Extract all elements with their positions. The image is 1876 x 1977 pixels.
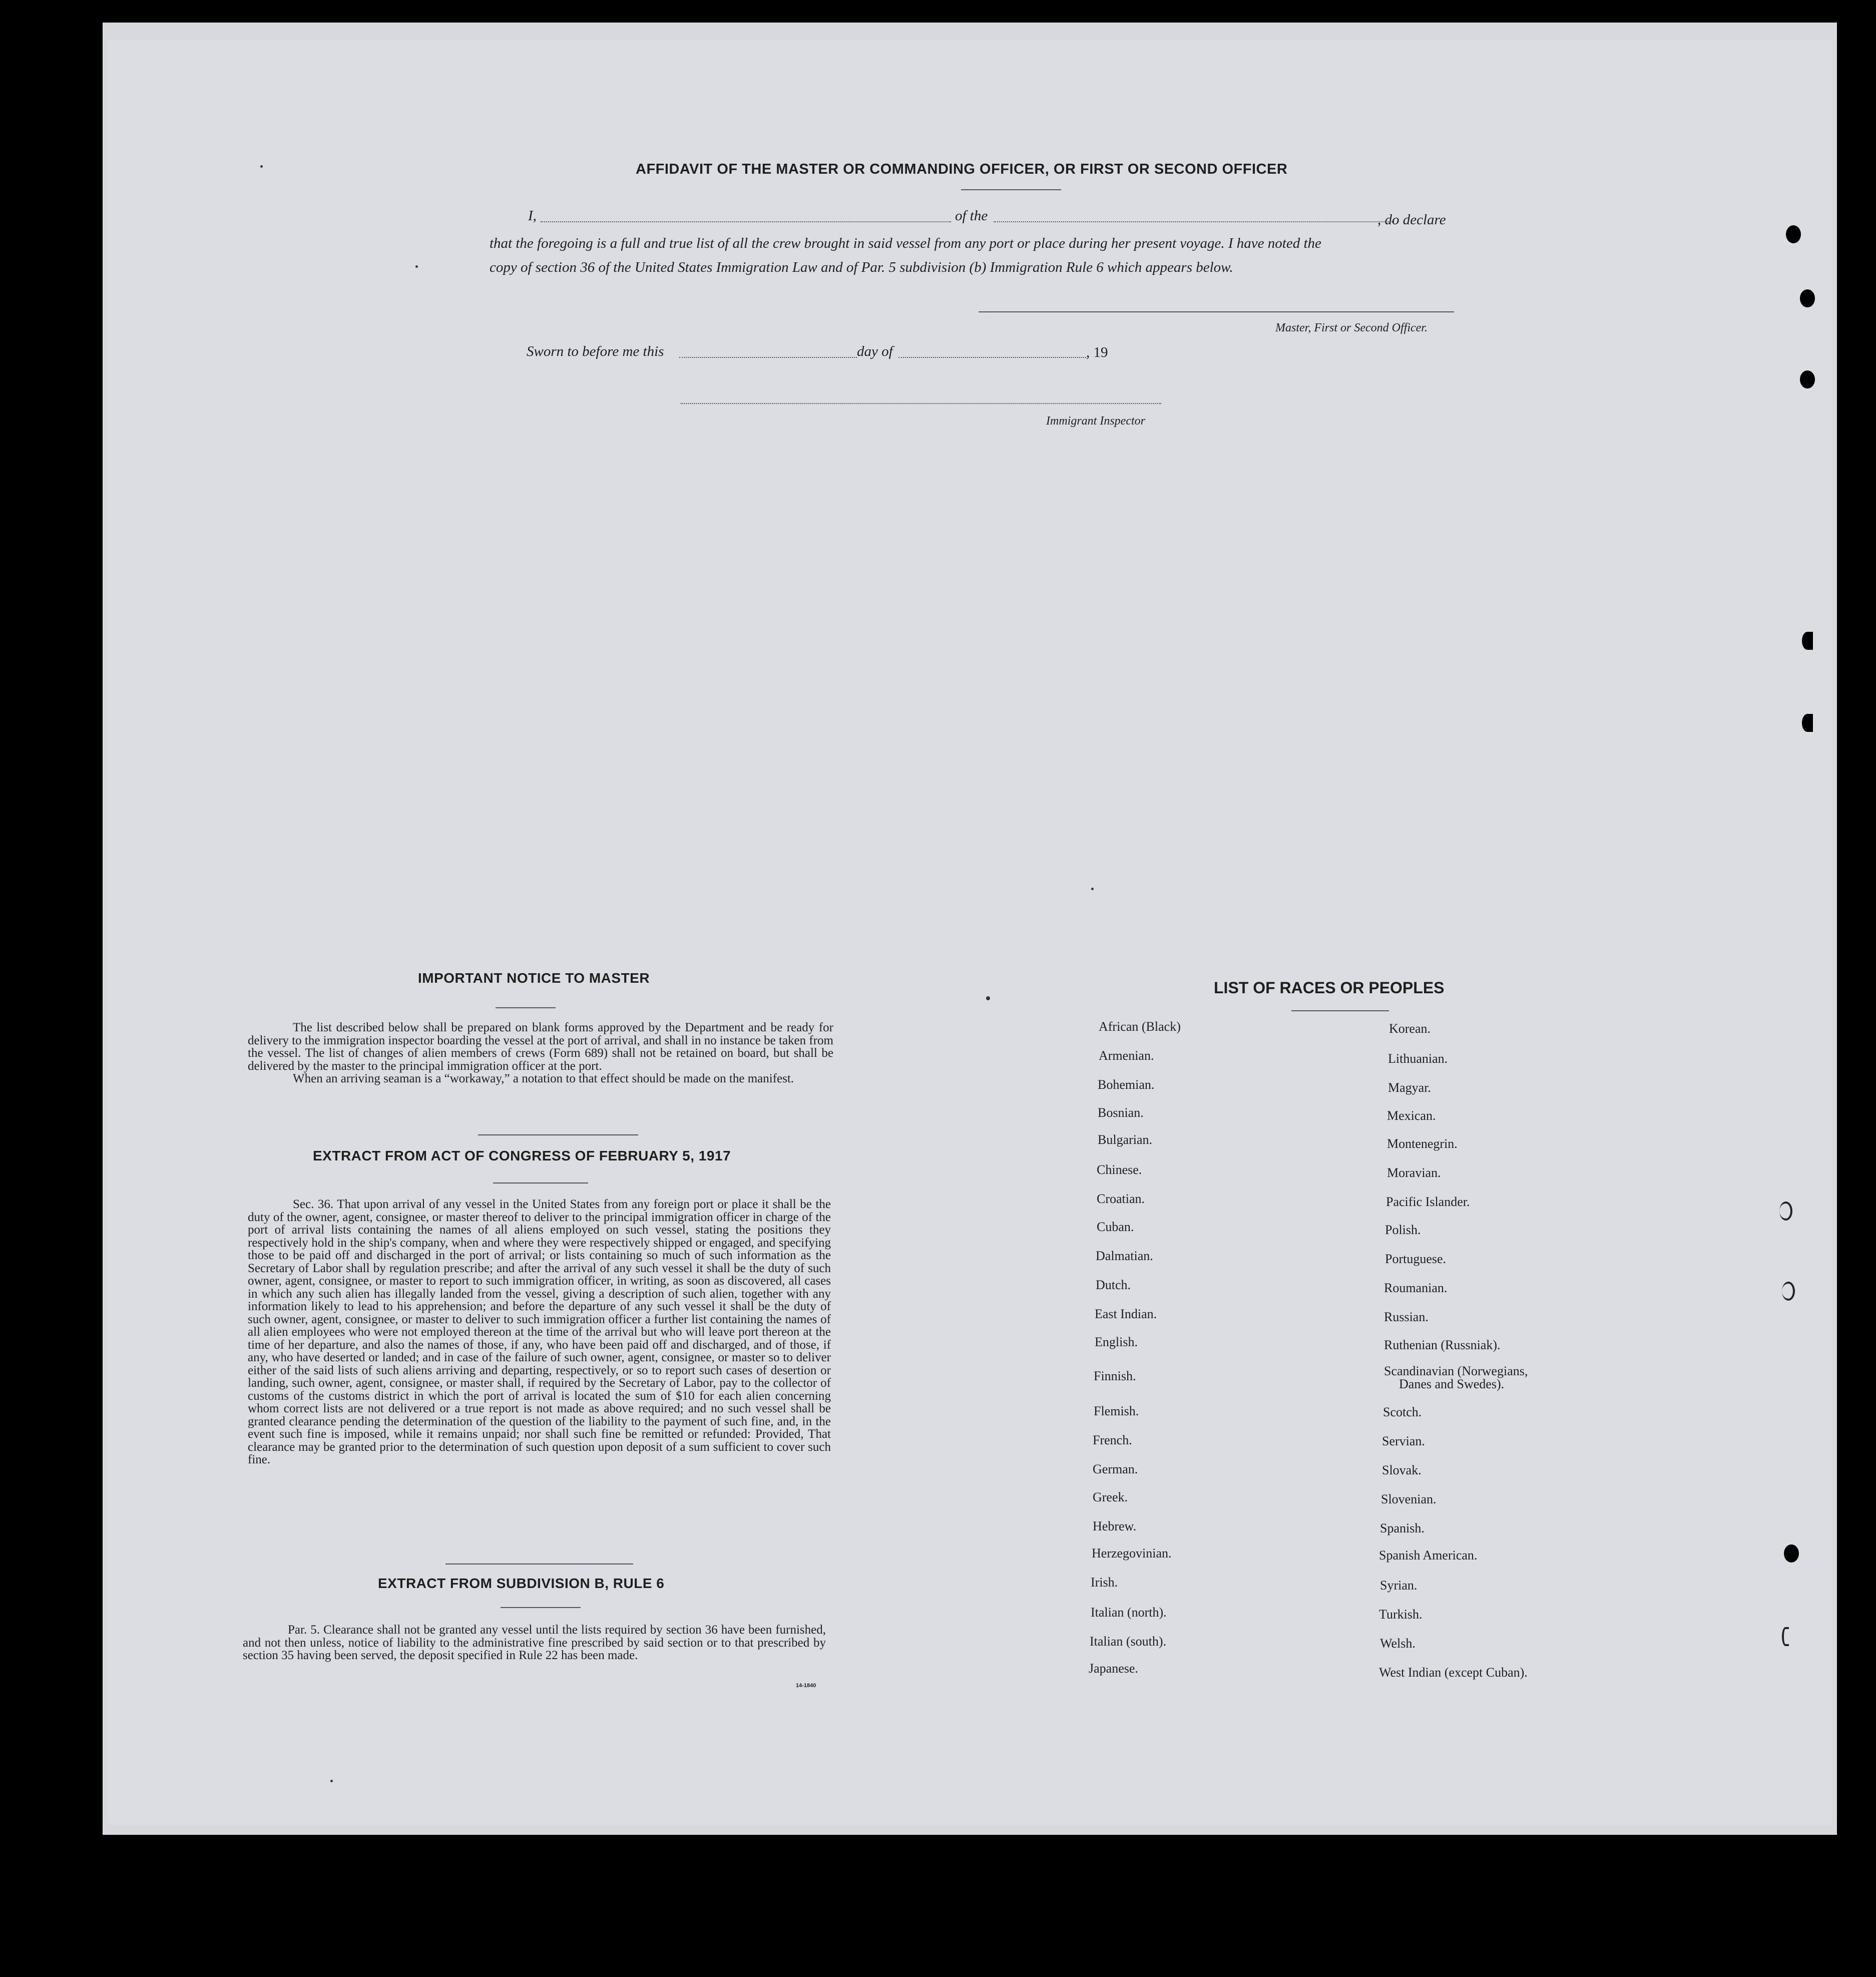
- race-item: Irish.: [1091, 1575, 1118, 1590]
- master-signature-label: Master, First or Second Officer.: [1275, 321, 1428, 334]
- race-item: Armenian.: [1099, 1048, 1154, 1063]
- race-item: Mexican.: [1387, 1108, 1436, 1123]
- race-item: East Indian.: [1095, 1307, 1157, 1321]
- race-item: Magyar.: [1388, 1080, 1431, 1095]
- race-item: Scotch.: [1383, 1405, 1422, 1419]
- race-item: Spanish American.: [1379, 1548, 1478, 1562]
- race-item: Montenegrin.: [1387, 1136, 1458, 1151]
- race-item: Herzegovinian.: [1092, 1546, 1172, 1560]
- scan-speck: [260, 165, 263, 168]
- act-divider: [445, 1563, 633, 1564]
- race-item: Italian (north).: [1091, 1605, 1167, 1620]
- document-page: [108, 40, 1832, 1825]
- scan-speck: [1091, 888, 1094, 890]
- binder-hole: [1784, 1544, 1799, 1562]
- race-item: West Indian (except Cuban).: [1379, 1665, 1528, 1680]
- notice-paragraph-2: When an arriving seaman is a “workaway,” a notation to that effect should be made on the manifest.: [293, 1072, 794, 1085]
- binder-hole: [1786, 225, 1801, 243]
- race-item: Welsh.: [1380, 1636, 1416, 1651]
- race-item: Bohemian.: [1098, 1077, 1155, 1092]
- vessel-name-line[interactable]: [994, 221, 1394, 222]
- race-item: Pacific Islander.: [1386, 1195, 1470, 1209]
- scan-speck: [330, 1780, 333, 1782]
- binder-hole: [1800, 370, 1815, 388]
- year-label: , 19: [1086, 344, 1108, 360]
- race-item: Roumanian.: [1384, 1281, 1448, 1295]
- notice-paragraph-1: The list described below shall be prepared on blank forms approved by the Department and be ready for delivery to the immigration inspector boarding the vessel at the port of arrival, and shall in no instance be taken from the vessel. The list of changes of alien members of crews (Form 689) shall not be retained on board, but shall be delivered by the master to the principal immigration officer at the port.: [248, 1021, 833, 1073]
- section-36-text: Sec. 36. That upon arrival of any vessel in the United States from any foreign port or place it shall be the duty of the owner, agent, consignee, or master thereof to deliver to the principal immigration officer in charge of the port of arrival lists containing the names of all aliens employed on such vessel, stating the positions they respectively hold in the ship's company, when and where they were respectively shipped or engaged, and specifying those to be paid off and discharged in the port of arrival; or lists containing so much of such information as the Secretary of Labor shall by regulation prescribe; and after the arrival of any such vessel it shall be the duty of such owner, agent, consignee, or master to report to such immigration officer, in writing, as soon as discovered, all cases in which any such alien has illegally landed from the vessel, giving a description of such alien, together with any information likely to lead to his apprehension; and before the departure of any such vessel it shall be the duty of such owner, agent, consignee, or master to deliver to such immigration officer a further list containing the names of all alien employees who were not employed thereon at the time of the arrival but who will leave port thereon at the time of her departure, and also the names of those, if any, who have been paid off and discharged, and of those, if any, who have deserted or landed; and in case of the failure of such owner, agent, consignee, or master so to deliver either of the said lists of such aliens arriving and departing, respectively, or so to report such cases of desertion or landing, such owner, agent, consignee, or master shall, if required by the Secretary of Labor, pay to the collector of customs of the customs district in which the port of arrival is located the sum of $10 for each alien concerning whom correct lists are not delivered or a true report is not made as above required; and no such vessel shall be granted clearance pending the determination of the question of the liability to the payment of such fine, and, in the event such fine is imposed, while it remains unpaid; nor shall such fine be remitted or refunded: Provided, That clearance may be granted prior to the determination of such question upon deposit of a sum sufficient to cover such fine.: [248, 1198, 831, 1466]
- affidavit-title-rule: [961, 189, 1061, 190]
- binder-hole: [1782, 1282, 1795, 1301]
- rule-extract-title: EXTRACT FROM SUBDIVISION B, RULE 6: [378, 1575, 665, 1591]
- affidavit-do-declare: , do declare: [1377, 212, 1446, 228]
- race-item: Finnish.: [1094, 1369, 1136, 1383]
- binder-hole: [1782, 1627, 1789, 1646]
- race-item: Cuban.: [1097, 1220, 1134, 1234]
- scan-speck: [986, 996, 990, 1000]
- affidavit-of-the-label: of the: [955, 208, 988, 224]
- race-item: Greek.: [1093, 1490, 1128, 1504]
- sworn-day-line[interactable]: [679, 357, 857, 358]
- affidavit-line-3: copy of section 36 of the United States Immigration Law and of Par. 5 subdivision (b) Immigration Rule 6 which appears below.: [490, 259, 1233, 275]
- races-title: LIST OF RACES OR PEOPLES: [1214, 979, 1445, 997]
- race-item: Scandinavian (Norwegians,: [1384, 1364, 1528, 1378]
- act-title-rule: [493, 1182, 588, 1183]
- race-item: Slovenian.: [1381, 1492, 1437, 1506]
- race-item: Servian.: [1382, 1434, 1425, 1448]
- race-item: Polish.: [1385, 1223, 1421, 1237]
- race-item: Slovak.: [1382, 1463, 1422, 1477]
- form-number: 14-1840: [796, 1683, 816, 1689]
- notice-title-rule: [496, 1007, 556, 1008]
- race-item: Hebrew.: [1093, 1519, 1137, 1533]
- binder-hole: [1802, 714, 1813, 732]
- scan-speck: [415, 265, 418, 268]
- act-extract-body: [248, 1198, 831, 1466]
- race-item: English.: [1095, 1335, 1138, 1349]
- race-item: African (Black): [1099, 1019, 1181, 1034]
- binder-hole: [1802, 632, 1813, 650]
- affidavit-title: AFFIDAVIT OF THE MASTER OR COMMANDING OFFICER, OR FIRST OR SECOND OFFICER: [636, 161, 1288, 177]
- notice-title: IMPORTANT NOTICE TO MASTER: [418, 970, 650, 986]
- race-item: Korean.: [1389, 1021, 1431, 1036]
- notice-divider: [478, 1134, 638, 1135]
- race-item: French.: [1093, 1433, 1132, 1447]
- races-title-rule: [1291, 1010, 1389, 1011]
- master-name-line[interactable]: [541, 221, 951, 222]
- race-item: German.: [1093, 1462, 1138, 1476]
- race-item: Dutch.: [1096, 1278, 1131, 1292]
- race-item: Italian (south).: [1090, 1634, 1167, 1649]
- race-item: Dalmatian.: [1096, 1249, 1153, 1263]
- race-item: Bulgarian.: [1098, 1132, 1153, 1147]
- notice-body: [248, 1021, 833, 1085]
- race-item: Spanish.: [1380, 1521, 1425, 1535]
- race-item: Japanese.: [1089, 1661, 1138, 1676]
- par-5-text: Par. 5. Clearance shall not be granted any vessel until the lists required by section 36 have been furnished, and not then unless, notice of liability to the administrative fine prescribed by said section or to that prescribed by section 35 having been served, the deposit specified in Rule 22 has been made.: [243, 1623, 826, 1662]
- race-item: Turkish.: [1379, 1607, 1423, 1622]
- affidavit-line-2: that the foregoing is a full and true list of all the crew brought in said vessel from any port or place during her present voyage. I have noted the: [490, 235, 1321, 251]
- race-item: Russian.: [1384, 1310, 1429, 1324]
- day-of-label: day of: [857, 343, 893, 359]
- binder-hole: [1779, 1202, 1792, 1221]
- race-item: Syrian.: [1380, 1578, 1418, 1593]
- race-item: Bosnian.: [1098, 1105, 1144, 1120]
- sworn-label: Sworn to before me this: [527, 343, 664, 359]
- race-item: Moravian.: [1387, 1165, 1441, 1180]
- race-item: Danes and Swedes).: [1399, 1377, 1505, 1391]
- race-item: Lithuanian.: [1388, 1051, 1448, 1066]
- rule-extract-body: [243, 1624, 826, 1662]
- inspector-label: Immigrant Inspector: [1046, 415, 1145, 428]
- inspector-signature-line[interactable]: [681, 403, 1161, 404]
- rule-title-rule: [501, 1607, 581, 1608]
- race-item: Croatian.: [1097, 1192, 1145, 1206]
- race-item: Chinese.: [1097, 1162, 1142, 1177]
- race-item: Ruthenian (Russniak).: [1384, 1338, 1501, 1352]
- race-item: Portuguese.: [1385, 1252, 1447, 1266]
- act-extract-title: EXTRACT FROM ACT OF CONGRESS OF FEBRUARY 5, 1917: [313, 1148, 731, 1163]
- binder-hole: [1800, 289, 1815, 307]
- sworn-month-line[interactable]: [898, 357, 1086, 358]
- race-item: Flemish.: [1094, 1404, 1139, 1418]
- master-signature-line[interactable]: [979, 311, 1454, 312]
- affidavit-i-label: I,: [528, 208, 537, 224]
